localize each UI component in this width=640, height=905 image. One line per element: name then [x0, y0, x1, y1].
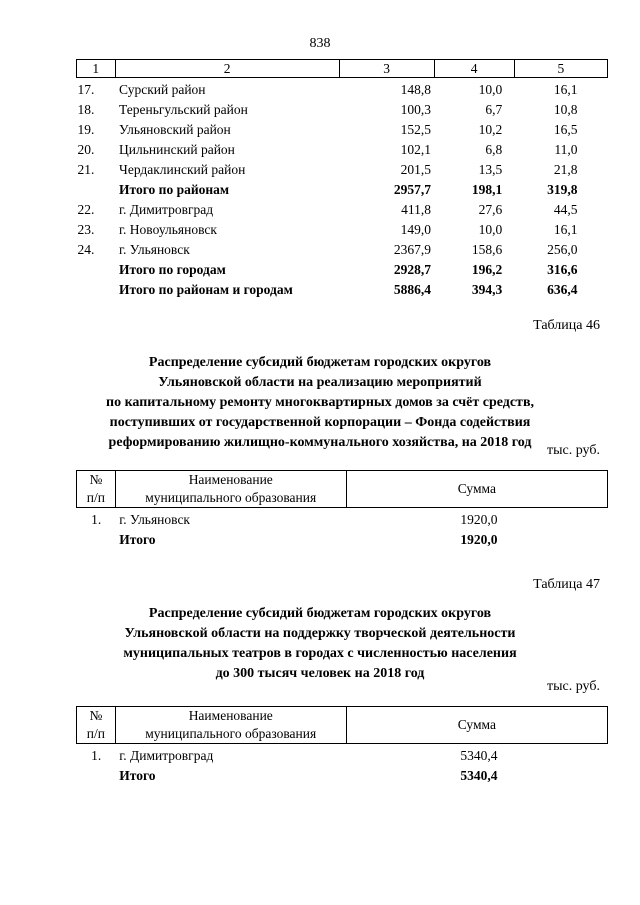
table-body [77, 78, 608, 299]
value-col-4: 6,8 [485, 142, 503, 157]
row-name: Чердаклинский район [119, 162, 246, 177]
value-col-5: 636,4 [547, 282, 578, 297]
value-col-4: 10,0 [478, 82, 503, 97]
row-number [77, 178, 116, 198]
row-number: 23. [77, 222, 95, 237]
value-col-5: 316,6 [547, 262, 578, 277]
value-col-4: 394,3 [471, 282, 503, 297]
table-47-unit: тыс. руб. [547, 679, 600, 694]
row-sum: 1920,0 [460, 512, 498, 527]
row-number [77, 528, 116, 548]
table-row [77, 158, 608, 178]
column-header-name [115, 707, 346, 744]
column-header: 4 [434, 60, 514, 78]
title-line: муниципальных театров в городах с численностью населения [123, 646, 517, 661]
table-row [77, 218, 608, 238]
title-line: по капитальному ремонту многоквартирных домов за счёт средств, [106, 395, 534, 410]
row-number: 17. [77, 82, 95, 97]
column-header: 1 [77, 60, 116, 78]
row-name: Итого по районам [119, 182, 230, 197]
header-name-text: Наименование муниципального образования [145, 472, 317, 505]
value-col-3: 5886,4 [393, 282, 432, 297]
value-col-3: 148,8 [400, 82, 432, 97]
value-col-5: 16,1 [553, 222, 578, 237]
row-sum: 5340,4 [460, 748, 498, 763]
value-col-5: 319,8 [547, 182, 578, 197]
table-header-row [77, 60, 608, 78]
table-row [77, 98, 608, 118]
value-col-5: 21,8 [553, 162, 578, 177]
column-header-number [77, 707, 116, 744]
value-col-4: 10,0 [478, 222, 503, 237]
header-name-text: Наименование муниципального образования [145, 708, 317, 741]
title-line: Ульяновской области на реализацию мероприятий [158, 375, 482, 390]
table-46-unit: тыс. руб. [547, 443, 600, 458]
value-col-4: 10,2 [478, 122, 503, 137]
table-row [77, 118, 608, 138]
row-number [77, 258, 116, 278]
row-name: г. Димитровград [119, 748, 214, 763]
value-col-4: 6,7 [485, 102, 503, 117]
column-header-number [77, 471, 116, 508]
table-total-row [77, 278, 608, 298]
column-header: 3 [339, 60, 434, 78]
title-line: Ульяновской области на поддержку творческой деятельности [124, 626, 516, 641]
value-col-4: 158,6 [471, 242, 503, 257]
row-number: 1. [91, 748, 102, 763]
value-col-3: 411,8 [401, 202, 432, 217]
row-name: г. Ульяновск [119, 512, 190, 527]
page-number: 838 [309, 36, 331, 51]
row-name: г. Ульяновск [119, 242, 190, 257]
value-col-5: 10,8 [553, 102, 578, 117]
value-col-3: 100,3 [400, 102, 432, 117]
total-label: Итого [119, 532, 156, 547]
table-47-label: Таблица 47 [533, 577, 600, 592]
table-header-row [77, 707, 608, 744]
value-col-3: 102,1 [400, 142, 432, 157]
table-45-continuation [76, 59, 608, 298]
column-header: 5 [514, 60, 607, 78]
table-total-row [77, 258, 608, 278]
row-name: г. Новоульяновск [119, 222, 217, 237]
value-col-4: 196,2 [471, 262, 503, 277]
value-col-5: 16,1 [553, 82, 578, 97]
row-number: 18. [77, 102, 95, 117]
column-header-sum: Сумма [346, 707, 607, 744]
value-col-5: 11,0 [554, 142, 578, 157]
title-line: Распределение субсидий бюджетам городских округов [148, 355, 492, 370]
table-row [77, 508, 608, 529]
title-line: реформированию жилищно-коммунального хозяйства, на 2018 год [108, 435, 532, 450]
value-col-5: 256,0 [547, 242, 578, 257]
row-name: Сурский район [119, 82, 206, 97]
table-46 [76, 470, 608, 548]
total-label: Итого [119, 768, 156, 783]
row-name: Итого по городам [119, 262, 226, 277]
table-46-title [0, 353, 640, 453]
table-row [77, 238, 608, 258]
value-col-5: 44,5 [553, 202, 578, 217]
table-header-row [77, 471, 608, 508]
table-total-row [77, 764, 608, 784]
table-total-row [77, 178, 608, 198]
table-row [77, 138, 608, 158]
table-row [77, 78, 608, 99]
row-name: Итого по районам и городам [119, 282, 293, 297]
table-47-title [0, 604, 640, 684]
title-line: поступивших от государственной корпорации – Фонда содействия [109, 415, 531, 430]
header-num-text: № п/п [86, 708, 105, 741]
value-col-3: 2928,7 [393, 262, 432, 277]
value-col-3: 2957,7 [393, 182, 432, 197]
row-number: 24. [77, 242, 95, 257]
table-row [77, 198, 608, 218]
total-sum: 5340,4 [460, 768, 498, 783]
row-name: Тереньгульский район [119, 102, 248, 117]
table-47 [76, 706, 608, 784]
value-col-5: 16,5 [553, 122, 578, 137]
value-col-3: 2367,9 [393, 242, 432, 257]
row-number: 1. [91, 512, 102, 527]
table-total-row [77, 528, 608, 548]
value-col-3: 152,5 [400, 122, 432, 137]
table-row [77, 744, 608, 765]
value-col-3: 149,0 [400, 222, 432, 237]
value-col-4: 27,6 [478, 202, 503, 217]
row-name: Ульяновский район [119, 122, 231, 137]
row-name: г. Димитровград [119, 202, 214, 217]
row-name: Цильнинский район [119, 142, 235, 157]
row-number [77, 278, 116, 298]
value-col-3: 201,5 [400, 162, 432, 177]
value-col-4: 198,1 [471, 182, 503, 197]
value-col-4: 13,5 [478, 162, 503, 177]
title-line: до 300 тысяч человек на 2018 год [215, 666, 425, 681]
row-number: 20. [77, 142, 95, 157]
column-header-sum: Сумма [346, 471, 607, 508]
row-number [77, 764, 116, 784]
title-line: Распределение субсидий бюджетам городских округов [148, 606, 492, 621]
row-number: 19. [77, 122, 95, 137]
column-header-name [115, 471, 346, 508]
header-num-text: № п/п [86, 472, 105, 505]
total-sum: 1920,0 [460, 532, 498, 547]
row-number: 22. [77, 202, 95, 217]
table-46-label: Таблица 46 [533, 318, 600, 333]
column-header: 2 [115, 60, 339, 78]
row-number: 21. [77, 162, 95, 177]
